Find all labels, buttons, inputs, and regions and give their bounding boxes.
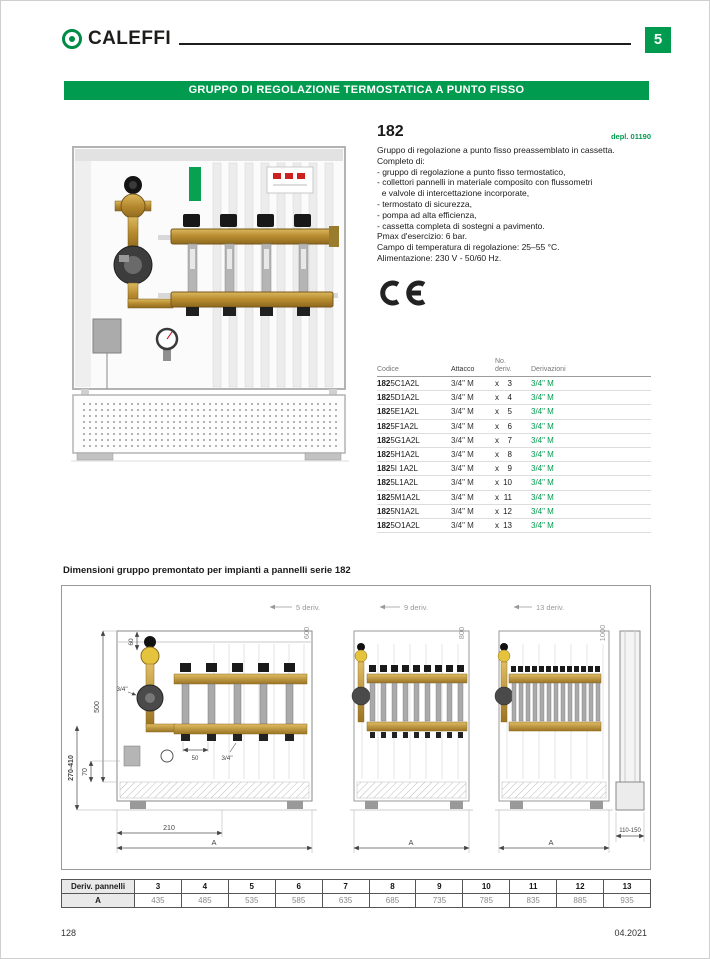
brand-wordmark: CALEFFI (88, 28, 172, 49)
cell-no-deriv: x 8 (495, 450, 512, 460)
caleffi-label (189, 167, 201, 201)
cell-attacco: 3/4" M (451, 506, 474, 516)
codes-table-row (377, 391, 651, 405)
ce-mark (377, 280, 651, 311)
a-row-label: A (62, 894, 135, 907)
dimension-table-a-row (62, 893, 650, 907)
cell-no-deriv: x 12 (495, 506, 512, 516)
edition-date: 04.2021 (614, 928, 647, 938)
description-line: Alimentazione: 230 V - 50/60 Hz. (377, 252, 502, 263)
dim-70-label: 70 (82, 768, 89, 776)
caleffi-logo-icon (61, 28, 83, 50)
page-number: 128 (61, 928, 77, 938)
dim-a2-label: A (408, 838, 414, 847)
cell-attacco: 3/4" M (451, 478, 474, 488)
cell-derivazioni: 3/4" M (531, 478, 554, 488)
variant-1-width-label: 600 (302, 626, 311, 640)
codes-table-row (377, 505, 651, 519)
side-view-dimensions (616, 812, 644, 842)
variant-2-width-label: 800 (457, 626, 466, 640)
product-photo (63, 143, 358, 483)
cell-derivazioni: 3/4" M (531, 379, 554, 389)
cell-codice: 1825G1A2L (377, 435, 420, 445)
cell-no-deriv: x 6 (495, 421, 512, 431)
cell-derivazioni: 3/4" M (531, 450, 554, 460)
a-value-cell: 935 (620, 896, 634, 905)
cell-codice: 1825I 1A2L (377, 464, 418, 474)
cell-derivazioni: 3/4" M (531, 421, 554, 431)
description-line: - pompa ad alta efficienza, (377, 209, 477, 220)
cell-derivazioni: 3/4" M (531, 464, 554, 474)
cell-attacco: 3/4" M (451, 421, 474, 431)
dim-50-label: 50 (191, 756, 199, 762)
cell-attacco: 3/4" M (451, 464, 474, 474)
codes-table-row (377, 491, 651, 505)
deriv-count-cell: 5 (229, 880, 276, 893)
section-number-tab: 5 (645, 27, 671, 53)
description-line: Completo di: (377, 155, 425, 166)
header-codice: Codice (377, 366, 399, 373)
deriv-count-cell: 13 (622, 882, 632, 891)
codes-table-row (377, 405, 651, 419)
cell-no-deriv: x 5 (495, 407, 512, 417)
cell-derivazioni: 3/4" M (531, 393, 554, 403)
cell-no-deriv: x 4 (495, 393, 512, 403)
codes-table-row (377, 462, 651, 476)
cell-attacco: 3/4" M (451, 520, 474, 530)
floor-feet (71, 453, 349, 461)
a-value-cell: 535 (229, 894, 276, 907)
cabinet-13-deriv (495, 631, 613, 810)
deriv-count-cell: 3 (135, 880, 182, 893)
page-title: GRUPPO DI REGOLAZIONE TERMOSTATICA A PUNTO FISSO (64, 81, 649, 100)
a-value-cell: 735 (416, 894, 463, 907)
header-rule (179, 43, 631, 45)
cell-codice: 1825H1A2L (377, 450, 420, 460)
cell-attacco: 3/4" M (451, 435, 474, 445)
cell-codice: 1825N1A2L (377, 506, 420, 516)
instruction-sticker (267, 167, 313, 193)
cell-no-deriv: x 3 (495, 379, 512, 389)
cell-codice: 1825F1A2L (377, 421, 419, 431)
cell-attacco: 3/4" M (451, 492, 474, 502)
cell-derivazioni: 3/4" M (531, 492, 554, 502)
cell-attacco: 3/4" M (451, 407, 474, 417)
codes-table-row (377, 519, 651, 533)
codes-table-row (377, 377, 651, 391)
a-value-cell: 485 (182, 894, 229, 907)
description-line: Campo di temperatura di regolazione: 25–55 °C. (377, 242, 560, 253)
variant-1-deriv-label: 5 deriv. (296, 603, 321, 612)
variant-2-deriv-label: 9 deriv. (404, 603, 429, 612)
description-line: - termostato di sicurezza, (377, 198, 472, 209)
deriv-row-label: Deriv. pannelli (62, 880, 135, 893)
codes-table-row (377, 476, 651, 490)
deriv-count-cell: 7 (323, 880, 370, 893)
description-line: Pmax d'esercizio: 6 bar. (377, 231, 467, 242)
codes-table (377, 358, 651, 533)
variant-3-width-label: 1000 (598, 624, 607, 642)
cabinet-9-dimensions (354, 810, 469, 853)
header-no-deriv: No. deriv. (495, 358, 512, 373)
cell-codice: 1825D1A2L (377, 393, 420, 403)
description-line: - collettori pannelli in materiale composito con flussometri (377, 177, 593, 188)
cell-attacco: 3/4" M (451, 393, 474, 403)
codes-table-row (377, 420, 651, 434)
dimension-drawing (61, 585, 651, 870)
dim-side-depth-label: 110-150 (619, 828, 641, 834)
description-line: - gruppo di regolazione a punto fisso termostatico, (377, 166, 566, 177)
cabinet-13-dimensions (499, 810, 609, 853)
deriv-count-cell: 6 (276, 880, 323, 893)
dim-a3-label: A (548, 838, 554, 847)
cell-derivazioni: 3/4" M (531, 407, 554, 417)
a-value-cell: 835 (510, 894, 557, 907)
cell-codice: 1825C1A2L (377, 379, 420, 389)
a-value-cell: 585 (276, 894, 323, 907)
cell-no-deriv: x 9 (495, 464, 512, 474)
codes-table-body (377, 377, 651, 533)
cell-derivazioni: 3/4" M (531, 506, 554, 516)
cell-attacco: 3/4" M (451, 379, 474, 389)
cell-derivazioni: 3/4" M (531, 520, 554, 530)
deriv-count-cell: 11 (510, 880, 557, 893)
dim-conn-bottom-label: 3/4" (221, 755, 233, 762)
deriv-count-cell: 8 (370, 880, 417, 893)
description-line: Gruppo di regolazione a punto fisso preassemblato in cassetta. (377, 145, 615, 155)
dim-60-label: 60 (128, 638, 135, 646)
cell-derivazioni: 3/4" M (531, 435, 554, 445)
dimension-table-deriv-row (62, 880, 650, 893)
codes-table-row (377, 434, 651, 448)
codes-table-row (377, 448, 651, 462)
variant-3-deriv-label: 13 deriv. (536, 603, 565, 612)
product-series: 182 (377, 123, 404, 140)
cabinet-9-deriv (350, 631, 473, 810)
description-line: e valvole di intercettazione incorporate, (377, 188, 530, 199)
a-value-cell: 785 (463, 894, 510, 907)
cell-no-deriv: x 10 (495, 478, 512, 488)
a-value-cell: 435 (135, 894, 182, 907)
dimensions-heading: Dimensioni gruppo premontato per impianti a pannelli serie 182 (63, 565, 351, 576)
dim-conn-top-label: 3/4" (116, 686, 128, 693)
cell-codice: 1825M1A2L (377, 492, 421, 502)
deriv-count-cell: 10 (463, 880, 510, 893)
cell-attacco: 3/4" M (451, 450, 474, 460)
header-attacco: Attacco (451, 366, 475, 373)
dimension-table (61, 879, 651, 908)
deriv-count-cell: 12 (557, 880, 604, 893)
dim-270-410-label: 270-410 (68, 755, 75, 781)
cell-codice: 1825L1A2L (377, 478, 418, 488)
depliant-ref: depl. 01190 (610, 132, 651, 141)
deriv-count-cell: 9 (416, 880, 463, 893)
cell-codice: 1825O1A2L (377, 520, 420, 530)
product-info (377, 123, 651, 311)
cell-no-deriv: x 11 (495, 492, 512, 502)
codes-table-header (377, 358, 651, 377)
a-value-cell: 885 (557, 894, 604, 907)
deriv-count-cell: 4 (182, 880, 229, 893)
cell-no-deriv: x 13 (495, 520, 512, 530)
dim-500-label: 500 (94, 701, 101, 713)
dim-210-label: 210 (163, 825, 175, 832)
dimension-drawing-svg (62, 586, 650, 869)
caleffi-logo (61, 28, 171, 50)
cell-no-deriv: x 7 (495, 435, 512, 445)
cabinet-5-deriv (112, 631, 317, 810)
product-photo-svg (63, 143, 358, 483)
product-description (377, 145, 651, 264)
ce-mark-icon (377, 280, 429, 306)
a-value-cell: 685 (370, 894, 417, 907)
a-value-cell: 635 (323, 894, 370, 907)
description-line: - cassetta completa di sostegni a pavimento. (377, 220, 545, 231)
cabinet-side-view (616, 631, 644, 810)
cell-codice: 1825E1A2L (377, 407, 419, 417)
perforated-panel (73, 389, 345, 453)
header-derivazioni: Derivazioni (531, 366, 566, 373)
dim-a1-label: A (211, 838, 217, 847)
